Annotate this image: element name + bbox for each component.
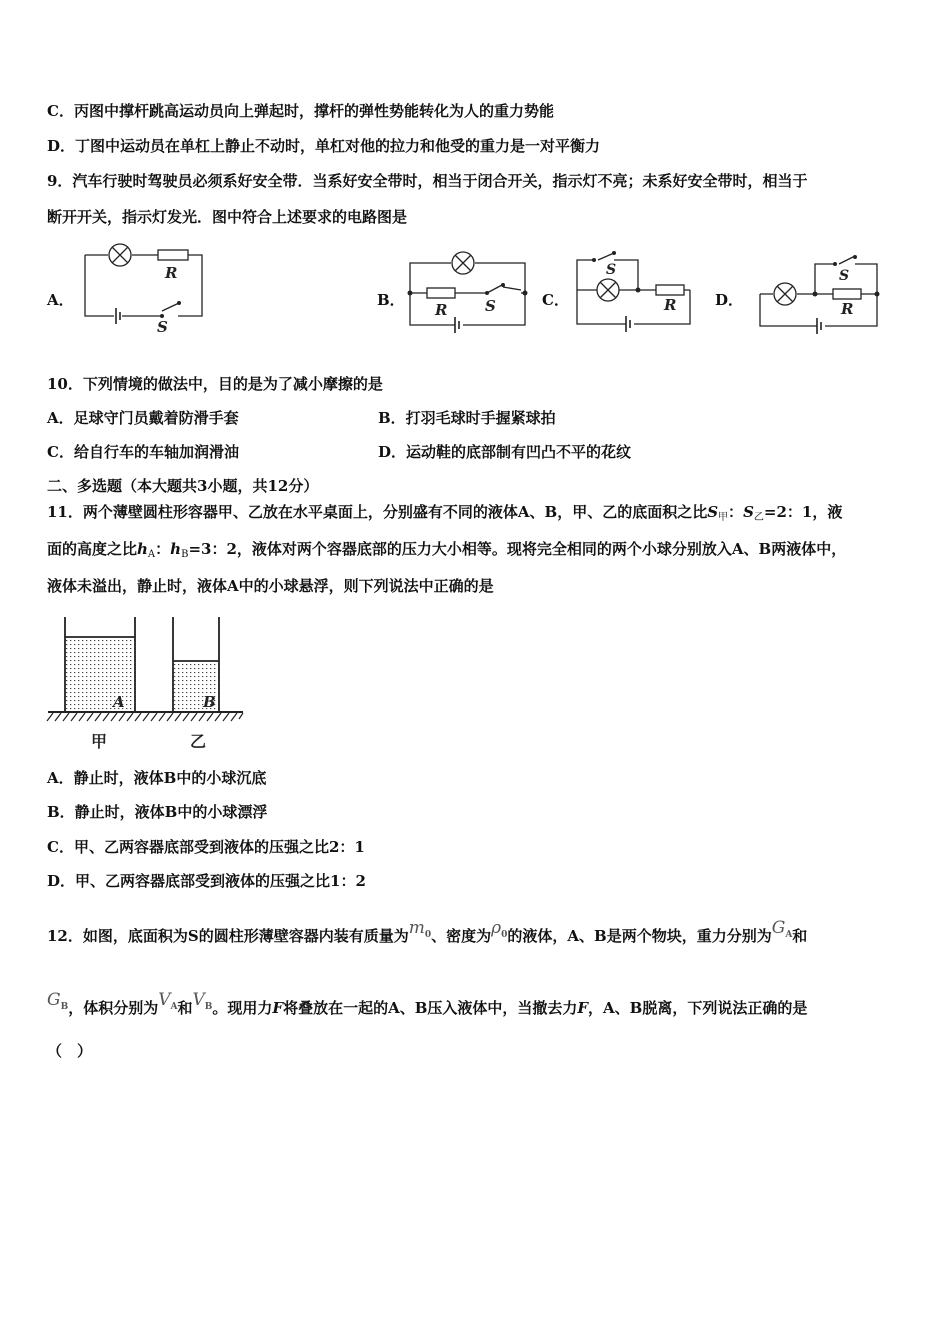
q11-text: =3：2，液体对两个容器底部的压力大小相等。现将完全相同的两个小球分别放入A、B两液体中， xyxy=(188,540,847,558)
q11-stem-line1 xyxy=(47,502,842,528)
q12-va-subscript: A xyxy=(170,1002,178,1012)
ground-hatching xyxy=(47,713,243,721)
q12-rho-symbol: ρ xyxy=(491,918,502,938)
circuit-b-diagram xyxy=(405,245,530,335)
q11-sub-b: B xyxy=(181,549,189,560)
circuit-c-s-label: S xyxy=(606,262,617,278)
q12-m-subscript: 0 xyxy=(424,930,432,940)
q10-option-c: C．给自行车的车轴加润滑油 xyxy=(47,443,239,461)
circuit-b-s-label: S xyxy=(485,297,496,315)
q12-text: 和 xyxy=(177,999,193,1017)
liquid-b-label: B xyxy=(203,693,216,711)
q12-text: 。现用力 xyxy=(212,999,273,1017)
q12-text: 、密度为 xyxy=(431,927,492,945)
q12-v-symbol: V xyxy=(158,990,171,1010)
container-yi-label: 乙 xyxy=(190,732,207,751)
section-heading: 二、多选题（本大题共3小题，共12分） xyxy=(47,477,319,495)
q12-vb-subscript: B xyxy=(204,1002,213,1012)
q9-label-a: A． xyxy=(47,291,74,309)
circuit-b-r-label: R xyxy=(435,301,448,319)
q10-option-d: D．运动鞋的底部制有凹凸不平的花纹 xyxy=(378,443,632,461)
circuit-a-r-label: R xyxy=(165,264,178,282)
circuit-a-diagram xyxy=(80,240,210,336)
q12-text: ，A、B脱离，下列说法正确的是 xyxy=(588,999,808,1017)
container-jia-label: 甲 xyxy=(91,732,108,751)
q12-g-symbol: G xyxy=(771,918,786,938)
q12-answer-paren: （ ） xyxy=(47,1042,93,1060)
q11-option-b: B．静止时，液体B中的小球漂浮 xyxy=(47,803,268,821)
q9-stem-line2: 断开开关，指示灯发光．图中符合上述要求的电路图是 xyxy=(47,208,408,226)
q11-text: 11．两个薄壁圆柱形容器甲、乙放在水平桌面上，分别盛有不同的液体A、B，甲、乙的底面积之比 xyxy=(47,503,708,521)
q11-option-c: C．甲、乙两容器底部受到液体的压强之比2：1 xyxy=(47,838,365,856)
q11-s-symbol: S xyxy=(707,503,719,521)
q10-option-b: B．打羽毛球时手握紧球拍 xyxy=(378,409,556,427)
q11-stem-line3: 液体未溢出，静止时，液体A中的小球悬浮，则下列说法中正确的是 xyxy=(47,577,494,595)
circuit-d-r-label: R xyxy=(841,300,854,318)
q11-sub-yi: 乙 xyxy=(753,512,764,523)
q12-text: 将叠放在一起的A、B压入液体中，当撤去力 xyxy=(283,999,578,1017)
q9-label-d: D． xyxy=(715,291,744,309)
q10-option-a: A．足球守门员戴着防滑手套 xyxy=(47,409,239,427)
q11-option-a: A．静止时，液体B中的小球沉底 xyxy=(47,769,267,787)
liquid-a-label: A xyxy=(113,693,125,711)
circuit-c-r-label: R xyxy=(664,296,677,314)
q11-text: =2：1，液 xyxy=(763,503,843,521)
q12-stem-line1 xyxy=(47,914,807,950)
containers-figure xyxy=(45,615,250,755)
q12-stem-line2 xyxy=(47,986,807,1022)
q11-stem-line2 xyxy=(47,539,846,565)
q11-colon: ： xyxy=(728,503,744,521)
q12-f-symbol: F xyxy=(577,999,589,1017)
q11-text: 面的高度之比 xyxy=(47,540,138,558)
q12-f-symbol: F xyxy=(272,999,284,1017)
q11-h-symbol: h xyxy=(137,540,148,558)
q9-stem-line1: 9．汽车行驶时驾驶员必须系好安全带．当系好安全带时，相当于闭合开关，指示灯不亮；未系好安全带时，相当于 xyxy=(47,172,808,190)
q11-sub-jia: 甲 xyxy=(718,512,729,523)
circuit-d-s-label: S xyxy=(839,268,850,284)
q11-s-symbol: S xyxy=(743,503,754,521)
q12-m-symbol: m xyxy=(408,918,425,938)
q12-ga-subscript: A xyxy=(785,930,793,940)
q12-gb-subscript: B xyxy=(60,1002,69,1012)
q11-h-symbol: h xyxy=(170,540,182,558)
q12-text: 和 xyxy=(792,927,808,945)
q11-sub-a: A xyxy=(147,549,156,560)
q9-label-b: B． xyxy=(377,291,405,309)
q11-colon: ： xyxy=(155,540,171,558)
circuit-d-diagram xyxy=(755,256,885,346)
q12-rho-subscript: 0 xyxy=(501,930,508,940)
q8-option-c: C．丙图中撑杆跳高运动员向上弹起时，撑杆的弹性势能转化为人的重力势能 xyxy=(47,102,554,120)
q12-text: 12．如图，底面积为S的圆柱形薄壁容器内装有质量为 xyxy=(47,927,409,945)
q9-label-c: C． xyxy=(542,291,569,309)
q11-option-d: D．甲、乙两容器底部受到液体的压强之比1：2 xyxy=(47,872,366,890)
circuit-a-s-label: S xyxy=(157,318,168,336)
q10-stem: 10．下列情境的做法中，目的是为了减小摩擦的是 xyxy=(47,375,383,393)
q12-text: 的液体，A、B是两个物块，重力分别为 xyxy=(507,927,772,945)
circuit-c-diagram xyxy=(572,248,697,338)
q12-g-symbol: G xyxy=(47,990,61,1010)
q12-v-symbol: V xyxy=(192,990,205,1010)
q12-text: ，体积分别为 xyxy=(68,999,159,1017)
q8-option-d: D．丁图中运动员在单杠上静止不动时，单杠对他的拉力和他受的重力是一对平衡力 xyxy=(47,137,601,155)
